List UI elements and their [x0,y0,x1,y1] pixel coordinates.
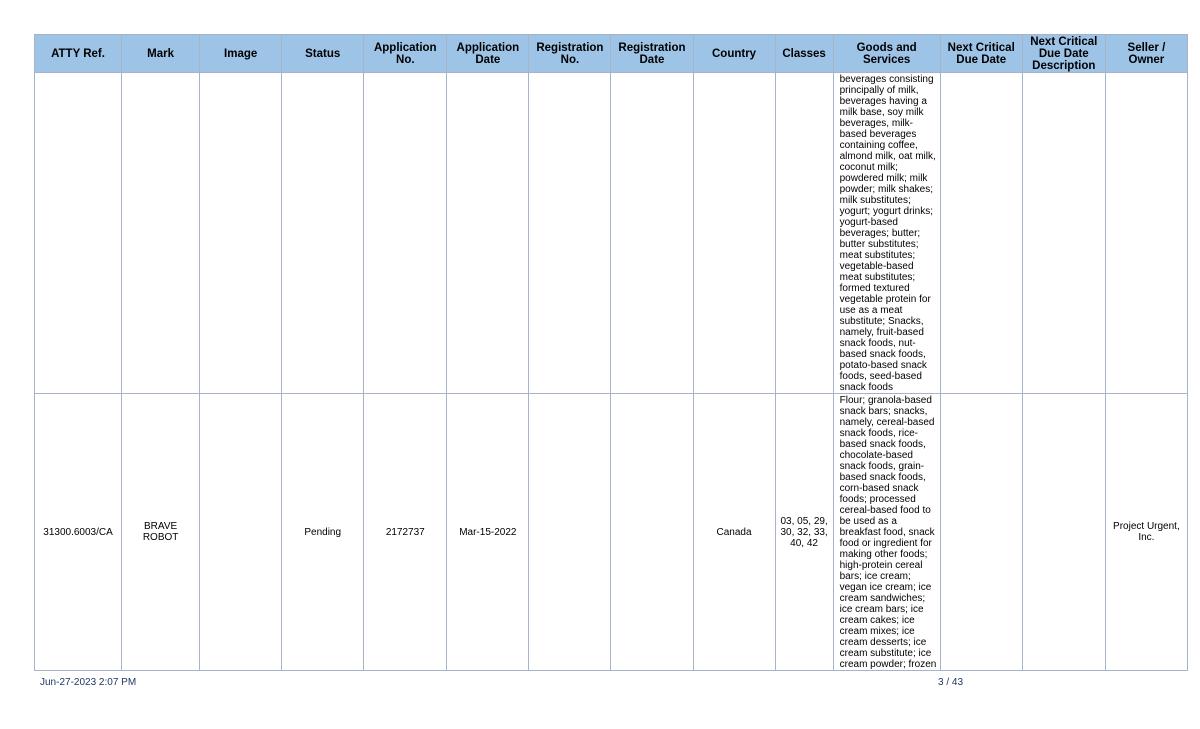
cell-application-date: Mar-15-2022 [447,394,529,671]
cell-mark: BRAVE ROBOT [122,394,200,671]
cell-registration-no [529,394,611,671]
header-next-critical-due-date-description: Next Critical Due Date Description [1022,35,1105,73]
header-mark: Mark [122,35,200,73]
cell-next-critical-due-date [940,394,1022,671]
cell-seller-owner [1105,73,1187,394]
cell-image [200,394,282,671]
footer-page-number: 3 / 43 [938,677,964,688]
cell-country: Canada [693,394,775,671]
header-atty-ref: ATTY Ref. [35,35,122,73]
header-classes: Classes [775,35,833,73]
table-row [35,73,1188,394]
cell-application-date [447,73,529,394]
cell-registration-date [611,394,693,671]
cell-atty-ref [35,73,122,394]
cell-application-no [364,73,447,394]
header-seller-owner: Seller / Owner [1105,35,1187,73]
cell-next-critical-due-date [940,73,1022,394]
cell-classes [775,73,833,394]
cell-status: Pending [282,394,364,671]
header-image: Image [200,35,282,73]
header-goods-and-services: Goods and Services [833,35,940,73]
cell-classes: 03, 05, 29, 30, 32, 33, 40, 42 [775,394,833,671]
cell-country [693,73,775,394]
header-next-critical-due-date: Next Critical Due Date [940,35,1022,73]
header-application-no: Application No. [364,35,447,73]
cell-registration-date [611,73,693,394]
cell-image [200,73,282,394]
header-registration-date: Registration Date [611,35,693,73]
cell-application-no: 2172737 [364,394,447,671]
header-country: Country [693,35,775,73]
cell-goods-and-services: beverages consisting principally of milk, beverages having a milk base, soy milk beverages, milk-based beverages containing coffee, almond milk, oat milk, coconut milk; powdered milk; milk powder; milk shakes; milk substitutes; yogurt; yogurt drinks; yogurt-based beverages; butter; butter substitutes; meat substitutes; vegetable-based meat substitutes; formed textured vegetable protein for use as a meat substitute; Snacks, namely, fruit-based snack foods, nut-based snack foods, potato-based snack foods, seed-based snack foods [833,73,940,394]
cell-next-critical-due-date-description [1022,394,1105,671]
cell-goods-and-services: Flour; granola-based snack bars; snacks, namely, cereal-based snack foods, rice-based snack foods, chocolate-based snack foods, grain-based snack foods, corn-based snack foods; processed cereal-based food to be used as a breakfast food, snack food or ingredient for making other foods; high-protein cereal bars; ice cream; vegan ice cream; ice cream sandwiches; ice cream bars; ice cream cakes; ice cream mixes; ice cream desserts; ice cream substitute; ice cream powder; frozen [833,394,940,671]
header-status: Status [282,35,364,73]
cell-atty-ref: 31300.6003/CA [35,394,122,671]
cell-status [282,73,364,394]
table-row [35,394,1188,671]
cell-mark [122,73,200,394]
cell-registration-no [529,73,611,394]
footer-timestamp: Jun-27-2023 2:07 PM [40,677,137,688]
table-header-row [35,35,1188,73]
trademark-table [34,34,1188,671]
header-application-date: Application Date [447,35,529,73]
header-registration-no: Registration No. [529,35,611,73]
cell-seller-owner: Project Urgent, Inc. [1105,394,1187,671]
cell-next-critical-due-date-description [1022,73,1105,394]
